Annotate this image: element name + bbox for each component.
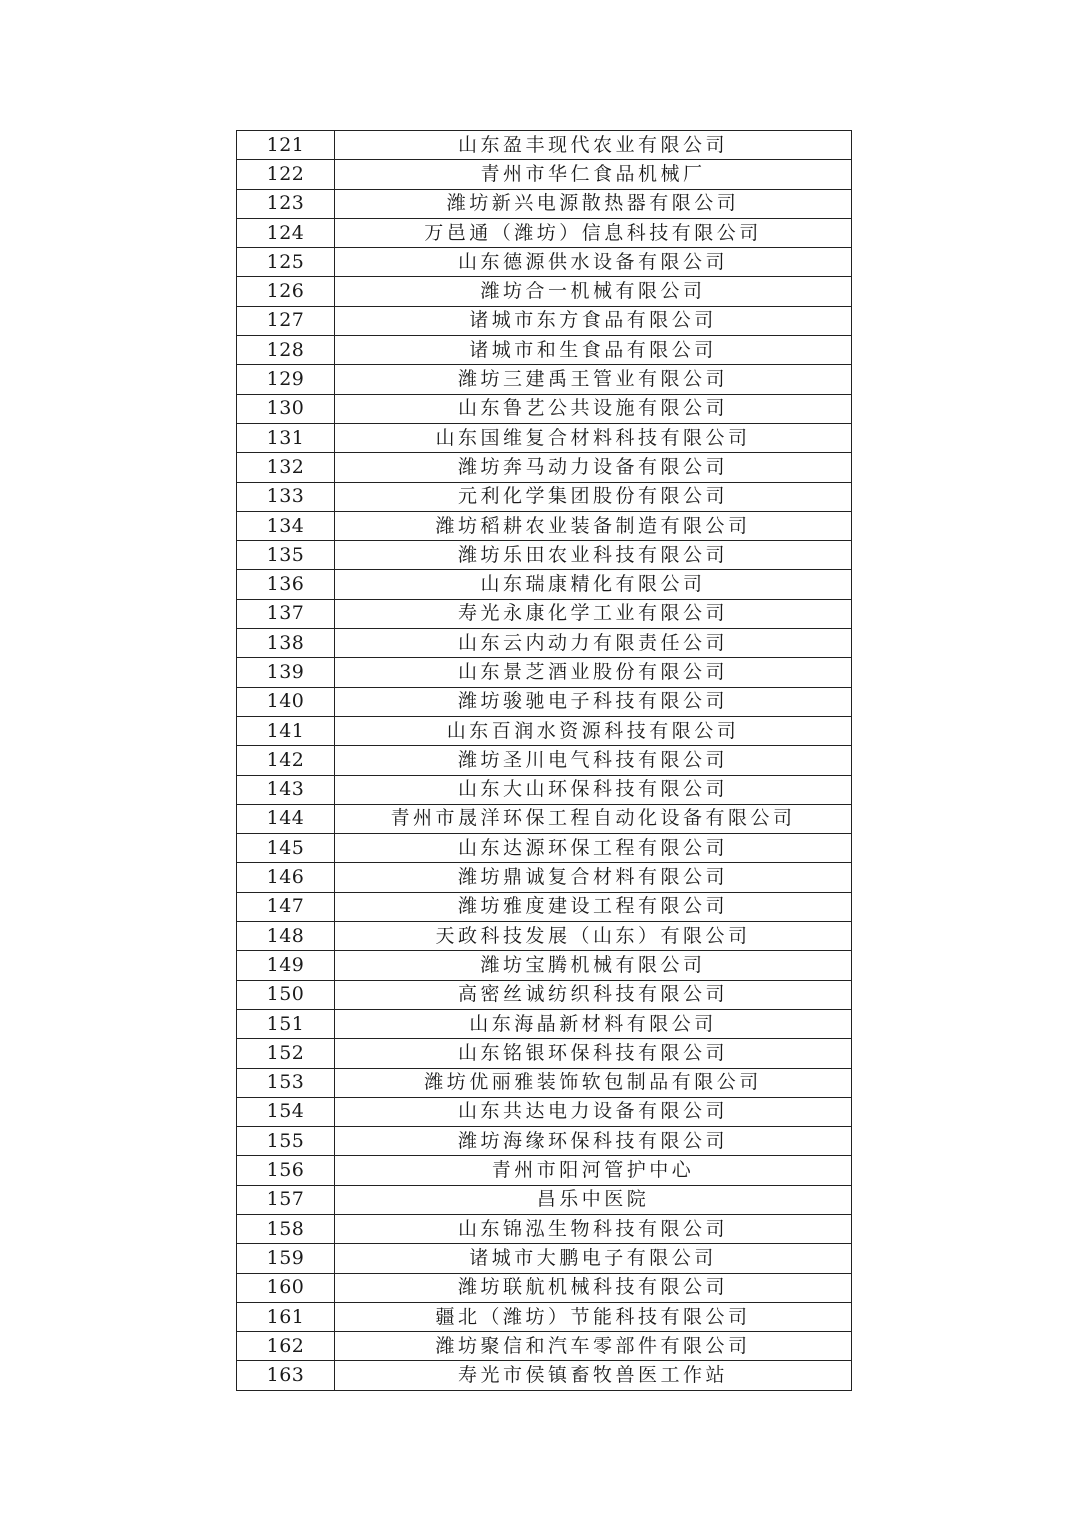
company-name-cell: 潍坊乐田农业科技有限公司 [335,541,852,570]
company-name-cell: 潍坊宝腾机械有限公司 [335,951,852,980]
table-row [237,277,852,306]
company-list-table [236,130,852,1391]
table-row [237,394,852,423]
table-row [237,248,852,277]
row-number-cell: 125 [237,248,335,277]
company-name-cell: 潍坊优丽雅装饰软包制品有限公司 [335,1068,852,1097]
row-number-cell: 151 [237,1009,335,1038]
row-number-cell: 138 [237,629,335,658]
table-row [237,1039,852,1068]
company-name-cell: 潍坊聚信和汽车零部件有限公司 [335,1332,852,1361]
table-row [237,804,852,833]
company-name-cell: 山东大山环保科技有限公司 [335,775,852,804]
row-number-cell: 152 [237,1039,335,1068]
table-row [237,629,852,658]
row-number-cell: 140 [237,687,335,716]
table-row [237,1332,852,1361]
row-number-cell: 121 [237,131,335,160]
company-name-cell: 山东达源环保工程有限公司 [335,834,852,863]
table-row [237,1097,852,1126]
table-row [237,863,852,892]
table-row [237,980,852,1009]
table-row [237,306,852,335]
company-name-cell: 山东德源供水设备有限公司 [335,248,852,277]
table-row [237,189,852,218]
row-number-cell: 156 [237,1156,335,1185]
table-row [237,511,852,540]
company-name-cell: 山东盈丰现代农业有限公司 [335,131,852,160]
company-name-cell: 青州市华仁食品机械厂 [335,160,852,189]
company-name-cell: 高密丝诚纺织科技有限公司 [335,980,852,1009]
table-row [237,1009,852,1038]
table-row [237,1127,852,1156]
row-number-cell: 141 [237,716,335,745]
row-number-cell: 142 [237,746,335,775]
table-row [237,131,852,160]
company-name-cell: 山东百润水资源科技有限公司 [335,716,852,745]
row-number-cell: 137 [237,599,335,628]
row-number-cell: 154 [237,1097,335,1126]
company-name-cell: 青州市阳河管护中心 [335,1156,852,1185]
row-number-cell: 147 [237,892,335,921]
table-row [237,834,852,863]
company-name-cell: 山东云内动力有限责任公司 [335,629,852,658]
document-page [236,130,852,1391]
row-number-cell: 131 [237,423,335,452]
table-row [237,160,852,189]
row-number-cell: 133 [237,482,335,511]
table-row [237,746,852,775]
table-row [237,1302,852,1331]
row-number-cell: 123 [237,189,335,218]
company-name-cell: 潍坊奔马动力设备有限公司 [335,453,852,482]
company-name-cell: 天政科技发展（山东）有限公司 [335,922,852,951]
row-number-cell: 122 [237,160,335,189]
row-number-cell: 124 [237,218,335,247]
company-name-cell: 潍坊联航机械科技有限公司 [335,1273,852,1302]
company-name-cell: 青州市晟洋环保工程自动化设备有限公司 [335,804,852,833]
company-name-cell: 山东景芝酒业股份有限公司 [335,658,852,687]
table-row [237,453,852,482]
company-name-cell: 万邑通（潍坊）信息科技有限公司 [335,218,852,247]
row-number-cell: 162 [237,1332,335,1361]
company-name-cell: 潍坊新兴电源散热器有限公司 [335,189,852,218]
company-name-cell: 寿光永康化学工业有限公司 [335,599,852,628]
table-row [237,599,852,628]
company-name-cell: 山东鲁艺公共设施有限公司 [335,394,852,423]
row-number-cell: 163 [237,1361,335,1390]
row-number-cell: 146 [237,863,335,892]
row-number-cell: 157 [237,1185,335,1214]
row-number-cell: 155 [237,1127,335,1156]
table-row [237,1361,852,1390]
table-row [237,541,852,570]
table-row [237,1185,852,1214]
table-row [237,716,852,745]
table-row [237,775,852,804]
row-number-cell: 127 [237,306,335,335]
table-row [237,951,852,980]
company-name-cell: 潍坊稻耕农业装备制造有限公司 [335,511,852,540]
company-name-cell: 潍坊三建禹王管业有限公司 [335,365,852,394]
company-name-cell: 诸城市东方食品有限公司 [335,306,852,335]
company-name-cell: 潍坊海缘环保科技有限公司 [335,1127,852,1156]
row-number-cell: 158 [237,1214,335,1243]
table-row [237,218,852,247]
table-row [237,1273,852,1302]
row-number-cell: 150 [237,980,335,1009]
table-row [237,1244,852,1273]
company-name-cell: 潍坊圣川电气科技有限公司 [335,746,852,775]
company-name-cell: 潍坊骏驰电子科技有限公司 [335,687,852,716]
table-row [237,687,852,716]
row-number-cell: 130 [237,394,335,423]
table-row [237,1156,852,1185]
row-number-cell: 126 [237,277,335,306]
company-name-cell: 诸城市大鹏电子有限公司 [335,1244,852,1273]
row-number-cell: 132 [237,453,335,482]
row-number-cell: 148 [237,922,335,951]
company-name-cell: 潍坊雅度建设工程有限公司 [335,892,852,921]
table-body [237,131,852,1391]
row-number-cell: 159 [237,1244,335,1273]
company-name-cell: 潍坊鼎诚复合材料有限公司 [335,863,852,892]
row-number-cell: 153 [237,1068,335,1097]
row-number-cell: 128 [237,336,335,365]
row-number-cell: 143 [237,775,335,804]
row-number-cell: 136 [237,570,335,599]
table-row [237,892,852,921]
table-row [237,570,852,599]
company-name-cell: 山东铭银环保科技有限公司 [335,1039,852,1068]
company-name-cell: 寿光市侯镇畜牧兽医工作站 [335,1361,852,1390]
table-row [237,482,852,511]
row-number-cell: 139 [237,658,335,687]
row-number-cell: 149 [237,951,335,980]
company-name-cell: 昌乐中医院 [335,1185,852,1214]
row-number-cell: 129 [237,365,335,394]
company-name-cell: 疆北（潍坊）节能科技有限公司 [335,1302,852,1331]
company-name-cell: 山东国维复合材料科技有限公司 [335,423,852,452]
row-number-cell: 135 [237,541,335,570]
row-number-cell: 145 [237,834,335,863]
company-name-cell: 潍坊合一机械有限公司 [335,277,852,306]
company-name-cell: 山东海晶新材料有限公司 [335,1009,852,1038]
row-number-cell: 161 [237,1302,335,1331]
table-row [237,1068,852,1097]
table-row [237,922,852,951]
table-row [237,365,852,394]
row-number-cell: 160 [237,1273,335,1302]
table-row [237,1214,852,1243]
company-name-cell: 元利化学集团股份有限公司 [335,482,852,511]
company-name-cell: 诸城市和生食品有限公司 [335,336,852,365]
company-name-cell: 山东瑞康精化有限公司 [335,570,852,599]
table-row [237,336,852,365]
row-number-cell: 144 [237,804,335,833]
company-name-cell: 山东锦泓生物科技有限公司 [335,1214,852,1243]
row-number-cell: 134 [237,511,335,540]
table-row [237,658,852,687]
company-name-cell: 山东共达电力设备有限公司 [335,1097,852,1126]
table-row [237,423,852,452]
